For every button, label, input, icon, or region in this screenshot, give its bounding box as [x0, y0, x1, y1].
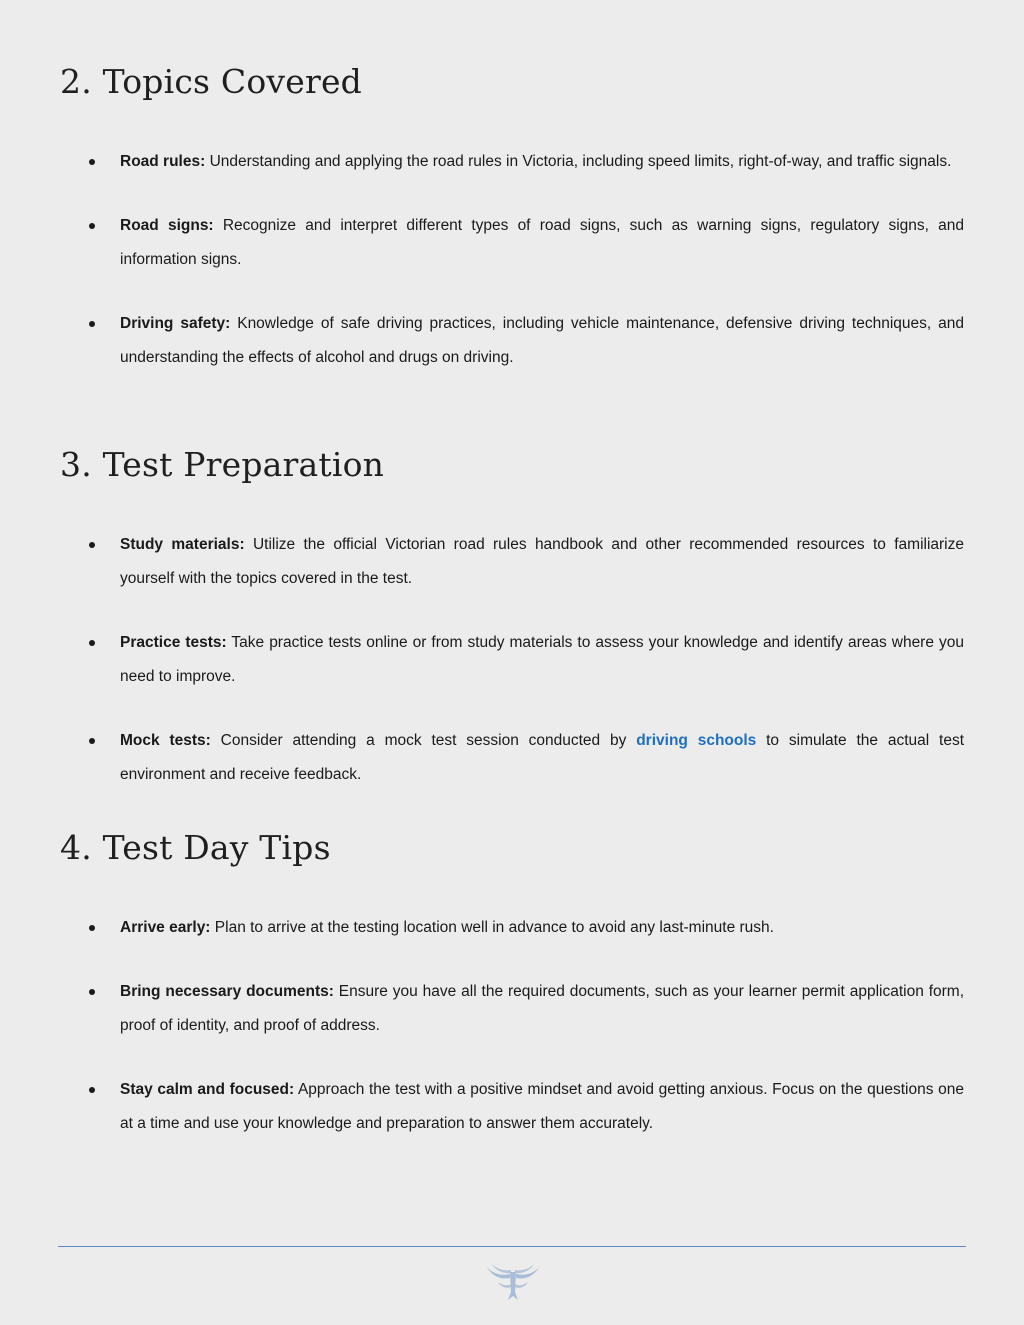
list-item — [60, 307, 964, 375]
item-label: Study materials: — [120, 536, 245, 553]
list-item — [60, 145, 964, 179]
bullet-icon — [89, 989, 95, 995]
section-test-day-tips — [60, 828, 964, 1141]
item-text: Take practice tests online or from study materials to assess your knowledge and identify areas where you need to improve. — [120, 634, 964, 685]
list-item — [60, 528, 964, 596]
list-item — [60, 1073, 964, 1141]
item-text: Approach the test with a positive mindset and avoid getting anxious. Focus on the questions one at a time and use your knowledge and preparation to answer them accurately. — [120, 1081, 964, 1132]
item-text: Knowledge of safe driving practices, including vehicle maintenance, defensive driving techniques, and understanding the effects of alcohol and drugs on driving. — [120, 315, 964, 366]
list-item — [60, 975, 964, 1043]
item-label: Driving safety: — [120, 315, 231, 332]
driving-schools-link[interactable]: driving schools — [636, 732, 757, 749]
bird-logo-icon — [484, 1262, 542, 1304]
item-label: Stay calm and focused: — [120, 1081, 295, 1098]
list-item — [60, 209, 964, 277]
item-label: Arrive early: — [120, 919, 211, 936]
bullet-icon — [89, 223, 95, 229]
bullet-icon — [89, 640, 95, 646]
item-text: Utilize the official Victorian road rules handbook and other recommended resources to familiarize yourself with the topics covered in the test. — [120, 536, 964, 587]
bullet-icon — [89, 1087, 95, 1093]
list-item — [60, 911, 964, 945]
item-text: Recognize and interpret different types of road signs, such as warning signs, regulatory signs, and information signs. — [120, 217, 965, 268]
preparation-list — [60, 528, 964, 792]
list-item — [60, 724, 964, 792]
item-text: Understanding and applying the road rules in Victoria, including speed limits, right-of-way, and traffic signals. — [205, 153, 952, 170]
item-text-before-link: Consider attending a mock test session conducted by — [210, 732, 637, 749]
item-label: Practice tests: — [120, 634, 227, 651]
section-heading: 2. Topics Covered — [60, 62, 362, 101]
section-heading: 3. Test Preparation — [60, 445, 385, 484]
section-topics-covered — [60, 62, 964, 375]
bullet-icon — [89, 925, 95, 931]
tips-list — [60, 911, 964, 1141]
topics-list — [60, 145, 964, 375]
footer-divider — [58, 1246, 966, 1247]
item-text: Plan to arrive at the testing location well in advance to avoid any last-minute rush. — [210, 919, 774, 936]
list-item — [60, 626, 964, 694]
bullet-icon — [89, 738, 95, 744]
item-label: Bring necessary documents: — [120, 983, 334, 1000]
item-text-after-link: to simulate the actual test environment and receive feedback. — [120, 732, 964, 783]
item-label: Road rules: — [120, 153, 206, 170]
item-label: Road signs: — [120, 217, 214, 234]
section-heading: 4. Test Day Tips — [60, 828, 331, 867]
item-text: Ensure you have all the required documents, such as your learner permit application form, proof of identity, and proof of address. — [120, 983, 965, 1034]
bullet-icon — [89, 321, 95, 327]
bullet-icon — [89, 159, 95, 165]
item-label: Mock tests: — [120, 732, 211, 749]
section-test-preparation — [60, 445, 964, 792]
bullet-icon — [89, 542, 95, 548]
